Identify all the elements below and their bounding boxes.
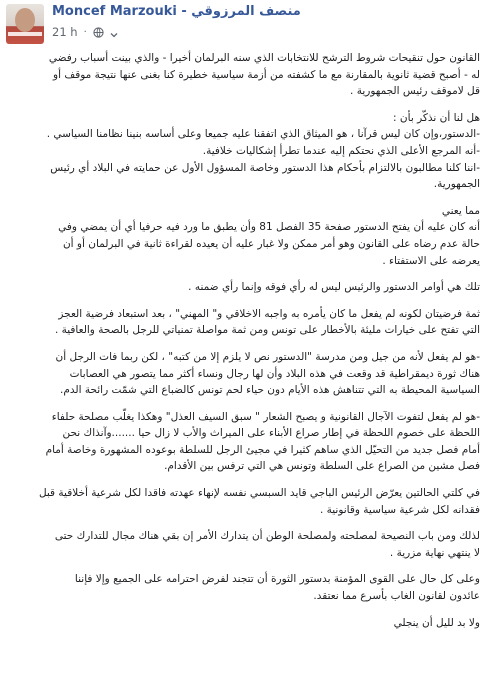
meta-separator: · bbox=[83, 26, 87, 38]
post-paragraph bbox=[10, 528, 480, 561]
post-text-line: لا ينتهي نهاية مزرية . bbox=[389, 546, 480, 559]
post-text-line: عائدون لقانون الغاب بأسرع مما نعتقد. bbox=[313, 590, 480, 603]
post-text-line: ثمة فرضيتان لكونه لم يفعل ما كان يأمره به واجبه الاخلاقي و" المهني" ، بعد استبعاد فرضية العجز bbox=[58, 307, 480, 320]
post-text-line: -الدستور،وإن كان ليس قرآنا ، هو الميثاق الذي اتفقنا عليه جميعا وعلى أساسه بنينا نظامنا السياسي . bbox=[46, 128, 480, 141]
post-text-line: السياسية المحيطة به التي تتناهش هذه الأيام دون حياء لحم تونس كالضباع التي شمّت رائحة الدم. bbox=[60, 384, 480, 397]
author-name-latin[interactable]: Moncef Marzouki bbox=[52, 4, 177, 19]
post-paragraph bbox=[10, 615, 480, 632]
post-text-line: فقدانه لكل شرعية سياسية وقانونية . bbox=[319, 503, 480, 516]
post-body bbox=[10, 50, 480, 641]
post-paragraph bbox=[10, 409, 480, 475]
post-timestamp[interactable]: 21 h bbox=[52, 25, 78, 39]
post-text-line: لذلك ومن باب النصيحة لمصلحته ولمصلحة الوطن أن يتدارك الأمر إن بقي هناك مجال للتدارك حتى bbox=[54, 530, 480, 543]
post-paragraph bbox=[10, 571, 480, 604]
post-header bbox=[0, 0, 503, 50]
post-meta bbox=[52, 25, 118, 39]
post-text-line: القانون حول تنقيحات شروط الترشح للانتخابات الذي سنه البرلمان أخيرا - والذي بينت أسباب رفضي bbox=[48, 52, 480, 64]
post-text-line: -هو لم يفعل لتفوت الآجال القانونية و يصبح الشعار " سبق السيف العذل" وهكذا يغلّب مصلحة حلفاء bbox=[51, 410, 480, 423]
post-text-line: هناك ثورة ديمقراطية قد وقعت في هذه البلاد وأن لها رجال ونساء أكثر مما يتصور هي العصابات bbox=[69, 367, 480, 380]
post-text-line: اللحظة على خصوم اللحظة في إطار صراع الأبناء على الميراث والأب لا زال حيا .......وآنذاك نحن bbox=[62, 427, 480, 440]
post-paragraph bbox=[10, 485, 480, 518]
avatar[interactable] bbox=[6, 4, 44, 44]
post-text-line: أنه كان عليه أن يفتح الدستور صفحة 35 الفصل 81 وأن يطبق ما ورد فيه حرفيا أي أن يمضي وفي bbox=[58, 221, 480, 234]
post-text-line: وعلى كل حال على القوى المؤمنة بدستور الثورة أن تتجند لفرض احترامه على الجميع وإلا فإننا bbox=[74, 573, 480, 586]
post-text-line: أمام فصل جديد من التحيّل الذي ساهم كثيرا في مجيئ الرجل للسلطة بوعوده المشهورة وخاصة أمام bbox=[45, 443, 480, 456]
avatar-face bbox=[15, 8, 35, 32]
post-paragraph bbox=[10, 279, 480, 296]
globe-icon[interactable] bbox=[93, 27, 104, 38]
post-text-line: التي تفتح على خيارات مليئة بالأخطار على تونس ومن ثمة مواصلة تمنياتي للرجل بالصحة والعافية . bbox=[54, 324, 480, 337]
post-text-line: -هو لم يفعل لأنه من جيل ومن مدرسة "الدستور نص لا يلزم إلا من كتبه" ، لكن ربما فات الرجل أن bbox=[55, 350, 480, 363]
post-text-line: ولا بد لليل أن ينجلي bbox=[393, 616, 480, 629]
chevron-down-icon[interactable] bbox=[110, 28, 118, 36]
post-text-line: في كلتي الحالتين يعرّض الرئيس الباجي قايد السبسي نفسه لإنهاء عهدته فاقدا لكل شرعية أخلاقية قبل bbox=[38, 487, 480, 500]
post-paragraph bbox=[10, 110, 480, 193]
post-paragraph bbox=[10, 306, 480, 339]
author-name-arabic[interactable]: - منصف المرزوقي bbox=[181, 4, 301, 19]
post-paragraph bbox=[10, 50, 480, 100]
post-text-line: حالة عدم رضاه على القانون وهو أمر ممكن ولا غبار عليه أن يعيده لقراءة ثانية في البرلمان أو أن bbox=[62, 237, 480, 250]
post-paragraph bbox=[10, 349, 480, 399]
post-paragraph bbox=[10, 203, 480, 269]
post-text-line: تلك هي أوامر الدستور والرئيس ليس له رأي فوقه وإنما رأي ضمنه . bbox=[188, 281, 480, 294]
post-text-line: فصل مشين من الصراع على السلطة وتونس هي التي ترفس بين الأقدام. bbox=[164, 460, 480, 473]
post-text-line: الجمهورية. bbox=[433, 178, 480, 191]
post-text-line: مما يعني bbox=[441, 204, 480, 217]
post-text-line: له - أصبح قضية ثانوية بالمقارنة مع ما كشفته من أزمة سياسية خطيرة كنا بغنى عنها نتيجة موقف أو bbox=[53, 68, 480, 81]
post-text-line: هل لنا أن نذكّر بأن : bbox=[393, 111, 480, 124]
post-text-line: -اننا كلنا مطالبون بالالتزام بأحكام هذا الدستور وخاصة المسؤول الأول عن حمايته في البلاد أي رئيس bbox=[50, 161, 480, 174]
post-text-line: يعرضه على الاستفتاء . bbox=[382, 254, 480, 267]
avatar-band bbox=[8, 32, 42, 36]
post-text-line: قل لاموقف رئيس الجمهورية . bbox=[350, 85, 480, 98]
post-text-line: -أنه المرجع الأعلى الذي نحتكم إليه عندما تطرأ إشكاليات خلافية. bbox=[202, 144, 480, 157]
author-name[interactable] bbox=[52, 4, 301, 19]
